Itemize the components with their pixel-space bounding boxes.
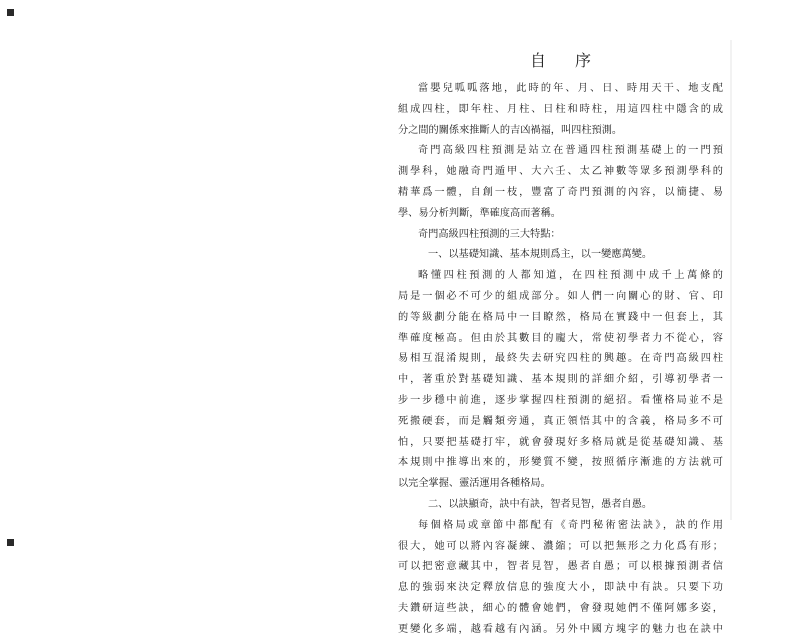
text-line: 更變化多端，越看越有內涵。另外中國方塊字的魅力也在訣中 [398,623,723,635]
text-line: 分之間的關係來推斷人的吉凶禍福，叫四柱預測。 [398,124,623,136]
text-line: 中，著重於對基礎知識、基本規則的詳細介紹，引導初學者一 [398,374,723,386]
text-line: 可以把密意藏其中，智者見智，愚者自愚；可以根據預測者信 [398,561,723,573]
text-line: 一、以基礎知識、基本規則爲主，以一變應萬變。 [428,249,653,261]
text-line: 組成四柱，即年柱、月柱、日柱和時柱，用這四柱中隱含的成 [398,103,723,115]
page-title: 自 序 [529,51,604,70]
scan-edge-mark-bottom [7,539,14,546]
text-line: 二、以訣顯奇，訣中有訣，智者見智，愚者自愚。 [428,498,653,510]
text-line: 息的強弱來決定釋放信息的強度大小，即訣中有訣。只要下功 [398,582,723,594]
text-line: 很大，她可以將內容凝練、濃縮；可以把無形之力化爲有形； [398,540,723,552]
text-line: 局是一個必不可少的組成部分。如人們一向關心的財、官、印 [398,290,723,302]
text-line: 精華爲一體，自創一枝，豐富了奇門預測的內容，以簡捷、易 [398,186,723,198]
text-line: 略懂四柱預測的人都知道，在四柱預測中成千上萬條的 [418,270,723,282]
text-line: 學、易分析判斷，準確度高而著稱。 [398,207,561,219]
text-line: 當嬰兒呱呱落地，此時的年、月、日、時用天干、地支配 [418,83,723,94]
text-line: 夫鑽研這些訣，細心的體會她們，會發現她們不僅阿娜多姿， [398,602,723,614]
text-line: 的等級劃分能在格局中一目瞭然，格局在實踐中一但套上，其 [398,311,723,323]
text-line: 每個格局或章節中都配有《奇門秘術密法訣》，訣的作用 [418,519,723,531]
preface-text-block [398,50,723,641]
scan-edge-mark-top [7,9,14,16]
text-line: 準確度極高。但由於其數目的龐大，常使初學者力不從心，容 [398,332,723,344]
page-edge-shade [730,40,732,520]
text-line: 怕，只要把基礎打牢，就會發現好多格局就是從基礎知識、基 [398,436,723,448]
text-line: 步一步穩中前進，逐步掌握四柱預測的絕招。看懂格局並不是 [398,394,723,406]
text-line: 測學科，她融奇門遁甲、大六壬、太乙神數等眾多預測學科的 [398,166,723,178]
text-line: 奇門高級四柱預測的三大特點： [418,228,561,240]
preface-body [398,79,723,641]
text-line: 本規則中推導出來的，形變質不變，按照循序漸進的方法就可 [398,457,723,469]
text-line: 以完全掌握、靈活運用各種格局。 [398,478,551,490]
text-line: 死搬硬套，而是觸類旁通，真正領悟其中的含義，格局多不可 [398,415,723,427]
text-line: 易相互混淆規則，最終失去研究四柱的興趣。在奇門高級四柱 [398,353,723,365]
text-line: 奇門高級四柱預測是站立在普通四柱預測基礎上的一門預 [418,145,723,157]
